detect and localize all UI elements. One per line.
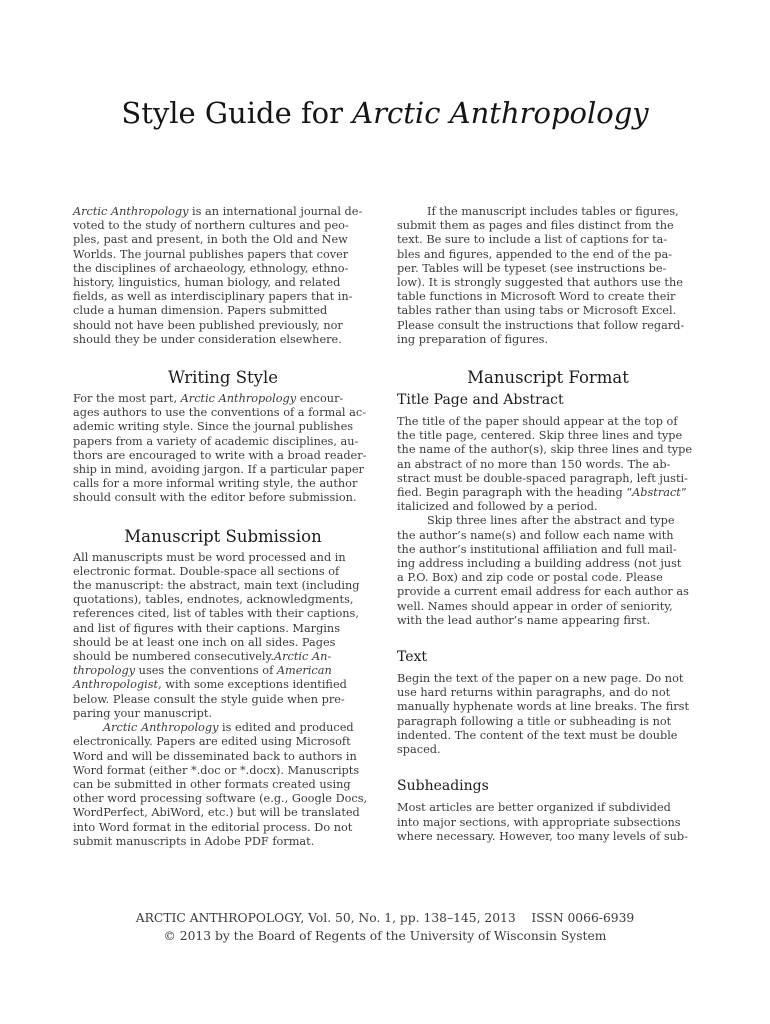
title-page-paragraph-2: Skip three lines after the abstract and type the author’s name(s) and follow each name with the author’s institutional affiliation and full mail- ing address including a building address (not just a P.O. Box) and zip code or postal code. Please provide a current email address for each author as well. Names should appear in order of seniority, with the lead author’s name appearing first.	[397, 514, 689, 627]
intro-paragraph	[73, 205, 373, 347]
submission-p2-journal-name: Arctic Anthropology	[103, 721, 219, 735]
submission-american-anthropologist: American Anthropologist	[73, 664, 332, 692]
right-column	[397, 205, 699, 844]
title-page-abstract-heading: Title Page and Abstract	[397, 392, 564, 409]
left-column	[73, 205, 373, 849]
submission-text-b: uses the conventions of	[135, 664, 277, 678]
writing-style-journal-name: Arctic Anthropology	[180, 392, 297, 406]
title-page-text-b: ” italicized and followed by a period.	[397, 486, 687, 514]
abstract-word: Abstract	[632, 486, 681, 500]
submission-p2-text: is edited and produced electronically. Papers are edited using Microsoft Word and will be disseminated back to authors in Word format (either *.doc or *.docx). Manuscripts can be submitted in other formats created using other word processing software (e.g., Google Docs, WordPerfect, AbiWord, etc.) but will be translated into Word format in the editorial process. Do not submit manuscripts in Adobe PDF format.	[73, 721, 368, 848]
writing-style-heading: Writing Style	[167, 368, 279, 388]
text-heading: Text	[397, 649, 428, 666]
title-prefix: Style Guide for	[121, 96, 353, 130]
submission-text-c: , with some exceptions identified below. Please consult the style guide when pre- paring your manuscript.	[73, 678, 347, 720]
page-title	[0, 96, 770, 130]
text-paragraph: Begin the text of the paper on a new page. Do not use hard returns within paragraphs, and do not manually hyphenate words at line breaks. The first paragraph following a title or subheading is not indented. The content of the text must be double spaced.	[397, 672, 689, 757]
writing-style-text-a: For the most part,	[73, 392, 181, 406]
subheadings-paragraph: Most articles are better organized if subdivided into major sections, with appropriate subsections where necessary. However, too many levels of sub-	[397, 801, 688, 843]
submission-text-a: All manuscripts must be word processed and in electronic format. Double-space all sections of the manuscript: the abstract, main text (including quotations), tables, endnotes, acknowledgments, references cited, list of tables with their captions, and list of figures with their captions. Margins should be at least one inch on all sides. Pages should be numbered consecutively.	[73, 550, 360, 664]
intro-journal-name: Arctic Anthropology	[73, 205, 189, 218]
submission-journal-name: Arctic An- thropology	[73, 650, 332, 678]
title-page-text-a: The title of the paper should appear at the top of the title page, centered. Skip three lines and type the name of the author(s), skip three lines and type an abstract of no more than 150 words. The ab- stract must be double-spaced paragraph, left justi- fied. Begin paragraph with the heading “	[397, 415, 693, 500]
title-page-paragraph-1	[397, 415, 699, 514]
manuscript-submission-heading: Manuscript Submission	[124, 526, 322, 546]
submission-paragraph-2	[73, 721, 373, 849]
tables-figures-paragraph: If the manuscript includes tables or figures, submit them as pages and files distinct from the text. Be sure to include a list of captions for ta- bles and figures, appended to the end of the pa- per. Tables will be typeset (see instructions be- low). It is strongly suggested that authors use the table functions in Microsoft Word to create their tables rather than using tabs or Microsoft Excel. Please consult the instructions that follow regard- ing preparation of figures.	[397, 205, 685, 346]
writing-style-text-b: encour- ages authors to use the conventions of a formal ac- ademic writing style. Since the journal publishes papers from a variety of academic disciplines, au- thors are encouraged to write with a broad reader- ship in mind, avoiding jargon. If a particular paper calls for a more informal writing style, the author should consult with the editor before submission.	[73, 392, 367, 505]
title-journal-name: Arctic Anthropology	[352, 96, 649, 130]
writing-style-paragraph	[73, 392, 373, 506]
manuscript-format-heading: Manuscript Format	[467, 368, 629, 388]
footer-copyright: © 2013 by the Board of Regents of the University of Wisconsin System	[163, 929, 607, 943]
subheadings-heading: Subheadings	[397, 778, 489, 795]
submission-paragraph-1	[73, 551, 373, 721]
intro-text: is an international journal de- voted to the study of northern cultures and peo- ples, past and present, in both the Old and New Worlds. The journal publishes papers that cover the disciplines of archaeology, ethnology, ethno- history, linguistics, human biology, and related fields, as well as interdisciplinary papers that in- clude a human dimension. Papers submitted should not have been published previously, nor should they be under consideration elsewhere.	[73, 205, 363, 346]
footer-citation: ARCTIC ANTHROPOLOGY, Vol. 50, No. 1, pp. 138–145, 2013 ISSN 0066-6939	[135, 911, 635, 925]
